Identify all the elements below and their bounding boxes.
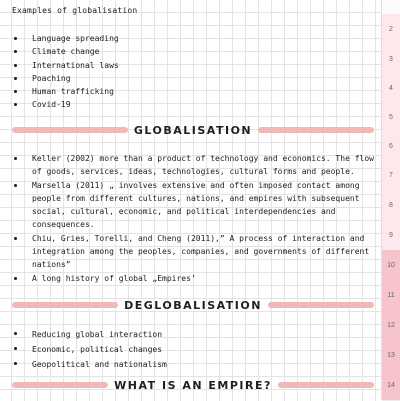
list-item: Climate change bbox=[12, 45, 372, 58]
page-tab-label: 5 bbox=[389, 113, 393, 121]
page-tab-label: 4 bbox=[389, 84, 393, 92]
list-item: International laws bbox=[12, 59, 372, 72]
page-tab-label: 8 bbox=[389, 201, 393, 209]
heading-bar-left bbox=[12, 382, 108, 388]
page-tab[interactable] bbox=[382, 310, 400, 341]
page-tab[interactable] bbox=[382, 220, 400, 251]
page-tab-label: 9 bbox=[389, 231, 393, 239]
list-line: of goods, services, ideas, technologies, cultural forms and people. bbox=[32, 167, 355, 177]
heading-bar-right bbox=[268, 302, 374, 308]
list-line: integration among the peoples, companies, and governments of different bbox=[32, 247, 370, 257]
globalisation-heading bbox=[12, 123, 374, 137]
page-tab[interactable] bbox=[382, 160, 400, 191]
list-line: social, cultural, economic, and political interdependencies and bbox=[32, 207, 336, 217]
heading-bar-right bbox=[258, 127, 374, 133]
empire-heading-text: WHAT IS AN EMPIRE? bbox=[114, 378, 272, 392]
list-item: Covid-19 bbox=[12, 98, 372, 111]
page-tab-label: 6 bbox=[389, 142, 393, 150]
list-item bbox=[12, 272, 378, 285]
globalisation-list bbox=[12, 152, 378, 285]
list-item bbox=[12, 152, 378, 179]
list-line: consequences. bbox=[32, 220, 95, 230]
page-tab[interactable] bbox=[382, 44, 400, 75]
page-tab[interactable] bbox=[382, 14, 400, 45]
list-item: Economic, political changes bbox=[12, 342, 372, 357]
page-tab[interactable] bbox=[382, 102, 400, 133]
list-line: nations” bbox=[32, 260, 71, 270]
page-tab[interactable] bbox=[382, 370, 400, 401]
intro-list bbox=[12, 32, 372, 112]
list-item: Human trafficking bbox=[12, 85, 372, 98]
list-line: Chiu, Gries, Torelli, and Cheng (2011),” A process of interaction and bbox=[32, 233, 365, 243]
intro-title: Examples of globalisation bbox=[12, 6, 138, 15]
heading-bar-left bbox=[12, 302, 118, 308]
list-item bbox=[12, 179, 378, 232]
heading-bar-left bbox=[12, 127, 128, 133]
page-tab-label: 2 bbox=[389, 25, 393, 33]
empire-heading bbox=[12, 378, 374, 392]
page-tab[interactable] bbox=[382, 190, 400, 221]
list-line: Marsella (2011) „ involves extensive and often imposed contact among bbox=[32, 180, 360, 190]
list-line: people from different cultures, nations, and empires with subsequent bbox=[32, 193, 360, 203]
heading-bar-right bbox=[278, 382, 374, 388]
deglobalisation-heading bbox=[12, 298, 374, 312]
page-tab-label: 10 bbox=[387, 261, 395, 269]
list-item: Geopolitical and nationalism bbox=[12, 357, 372, 372]
page-tab-label: 13 bbox=[387, 351, 395, 359]
page-tab[interactable] bbox=[382, 340, 400, 371]
list-item: Reducing global interaction bbox=[12, 327, 372, 342]
deglobalisation-heading-text: DEGLOBALISATION bbox=[124, 298, 262, 312]
page-tab[interactable] bbox=[382, 280, 400, 311]
list-item: Language spreading bbox=[12, 32, 372, 45]
list-line: Keller (2002) more than a product of technology and economics. The flow bbox=[32, 154, 374, 163]
page-tab-label: 7 bbox=[389, 171, 393, 179]
list-item bbox=[12, 232, 378, 272]
page-tab-label: 14 bbox=[387, 381, 395, 389]
page-tab[interactable] bbox=[382, 250, 400, 281]
list-line: A long history of global „Empires’ bbox=[32, 273, 196, 283]
page-tab-label: 3 bbox=[389, 55, 393, 63]
page-tab-label: 12 bbox=[387, 321, 395, 329]
deglobalisation-list bbox=[12, 327, 372, 372]
page-tab[interactable] bbox=[382, 73, 400, 104]
page-tab-label: 11 bbox=[387, 291, 395, 299]
list-item: Poaching bbox=[12, 72, 372, 85]
page-tab-strip bbox=[381, 0, 400, 400]
page-tab[interactable] bbox=[382, 131, 400, 162]
globalisation-heading-text: GLOBALISATION bbox=[133, 123, 253, 137]
